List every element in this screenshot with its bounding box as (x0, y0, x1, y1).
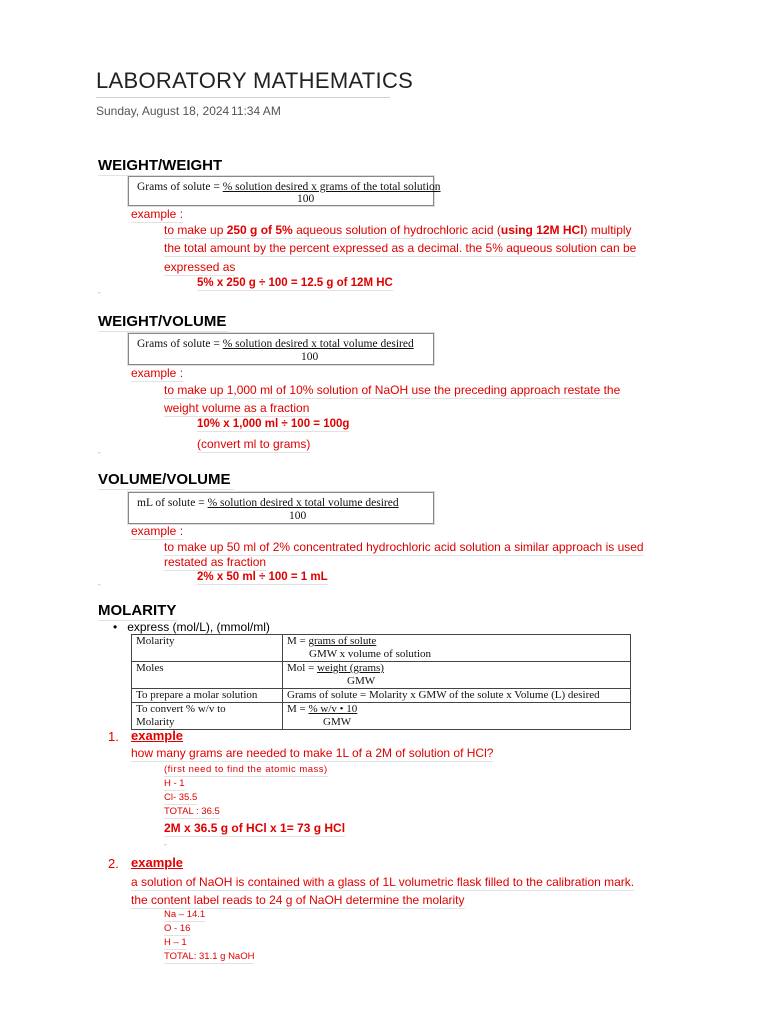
table-row: To convert % w/v to Molarity M = % w/v • 10 GMW (132, 703, 631, 730)
wv-example-line1: to make up 1,000 ml of 10% solution of NaOH use the preceding approach restate the (164, 383, 621, 397)
example1-answer: 2M x 36.5 g of HCl x 1= 73 g HCl (164, 821, 346, 835)
vv-calculation: 2% x 50 ml ÷ 100 = 1 mL (197, 571, 328, 583)
vv-example-line2: restated as fraction (164, 555, 267, 569)
example2-heading: example (131, 855, 184, 870)
example1-h: H - 1 (164, 778, 185, 789)
bullet-icon: • (113, 620, 118, 634)
example2-o: O - 16 (164, 923, 191, 934)
empty-paragraph-marker: - (164, 840, 167, 849)
vv-example-label: example : (131, 524, 184, 538)
example1-heading: example (131, 728, 184, 743)
example2-line2: the content label reads to 24 g of NaOH determine the molarity (131, 893, 465, 907)
molarity-formula-table (131, 634, 631, 730)
weight-volume-formula-image: Grams of solute = % solution desired x total volume desired 100 (128, 333, 434, 365)
table-row: Molarity M = grams of solute GMW x volume of solution (132, 635, 631, 662)
page-time: 11:34 AM (231, 104, 281, 118)
vv-formula-denominator: 100 (289, 510, 307, 522)
example1-number: 1. (108, 729, 119, 744)
ww-example-line3: expressed as (164, 260, 236, 274)
ww-example-line1: to make up 250 g of 5% aqueous solution of hydrochloric acid (using 12M HCl) multiply (164, 223, 632, 237)
page-title: LABORATORY MATHEMATICS (96, 68, 414, 93)
table-row: To prepare a molar solution Grams of solute = Molarity x GMW of the solute x Volume (L) desired (132, 689, 631, 703)
molarity-bullet: • express (mol/L), (mmol/ml) (113, 620, 270, 634)
example1-total: TOTAL : 36.5 (164, 806, 220, 817)
wv-note: (convert ml to grams) (197, 437, 311, 451)
weight-weight-formula-image (128, 176, 441, 206)
wv-calculation: 10% x 1,000 ml ÷ 100 = 100g (197, 418, 350, 430)
example1-note: (first need to find the atomic mass) (164, 764, 328, 775)
weight-weight-heading: WEIGHT/WEIGHT (98, 157, 223, 174)
ww-calculation: 5% x 250 g ÷ 100 = 12.5 g of 12M HC (197, 277, 393, 289)
weight-volume-heading: WEIGHT/VOLUME (98, 313, 227, 330)
example2-total: TOTAL: 31.1 g NaOH (164, 951, 255, 962)
wv-example-label: example : (131, 366, 184, 380)
ww-example-label: example : (131, 207, 184, 221)
volume-volume-formula-image: mL of solute = % solution desired x total volume desired 100 (128, 492, 434, 524)
ww-example-line2: the total amount by the percent expressed as a decimal. the 5% aqueous solution can be (164, 241, 637, 255)
vv-example-line1: to make up 50 ml of 2% concentrated hydrochloric acid solution a similar approach is used (164, 540, 644, 554)
table-row: Moles Mol = weight (grams) GMW (132, 662, 631, 689)
ww-formula-numerator: % solution desired x grams of the total solution (222, 181, 441, 193)
example1-question: how many grams are needed to make 1L of a 2M of solution of HCl? (131, 746, 494, 760)
volume-volume-heading: VOLUME/VOLUME (98, 471, 234, 490)
molarity-heading: MOLARITY (98, 602, 177, 619)
ww-formula-denominator: 100 (297, 193, 315, 205)
empty-paragraph-marker: - (98, 448, 101, 457)
empty-paragraph-marker: - (98, 288, 101, 297)
title-divider (96, 97, 390, 98)
vv-formula-numerator: % solution desired x total volume desired (207, 497, 399, 509)
wv-formula-denominator: 100 (301, 351, 319, 363)
wv-example-line2: weight volume as a fraction (164, 401, 310, 415)
ww-formula-left: Grams of solute = (137, 181, 223, 193)
example2-line1: a solution of NaOH is contained with a glass of 1L volumetric flask filled to the calibration mark. (131, 875, 635, 889)
example2-number: 2. (108, 856, 119, 871)
page-date: Sunday, August 18, 2024 (96, 104, 230, 118)
example2-na: Na – 14.1 (164, 909, 206, 920)
empty-paragraph-marker: - (98, 580, 101, 589)
example2-h: H – 1 (164, 937, 187, 948)
wv-formula-numerator: % solution desired x total volume desired (222, 338, 414, 350)
example1-cl: Cl- 35.5 (164, 792, 198, 803)
